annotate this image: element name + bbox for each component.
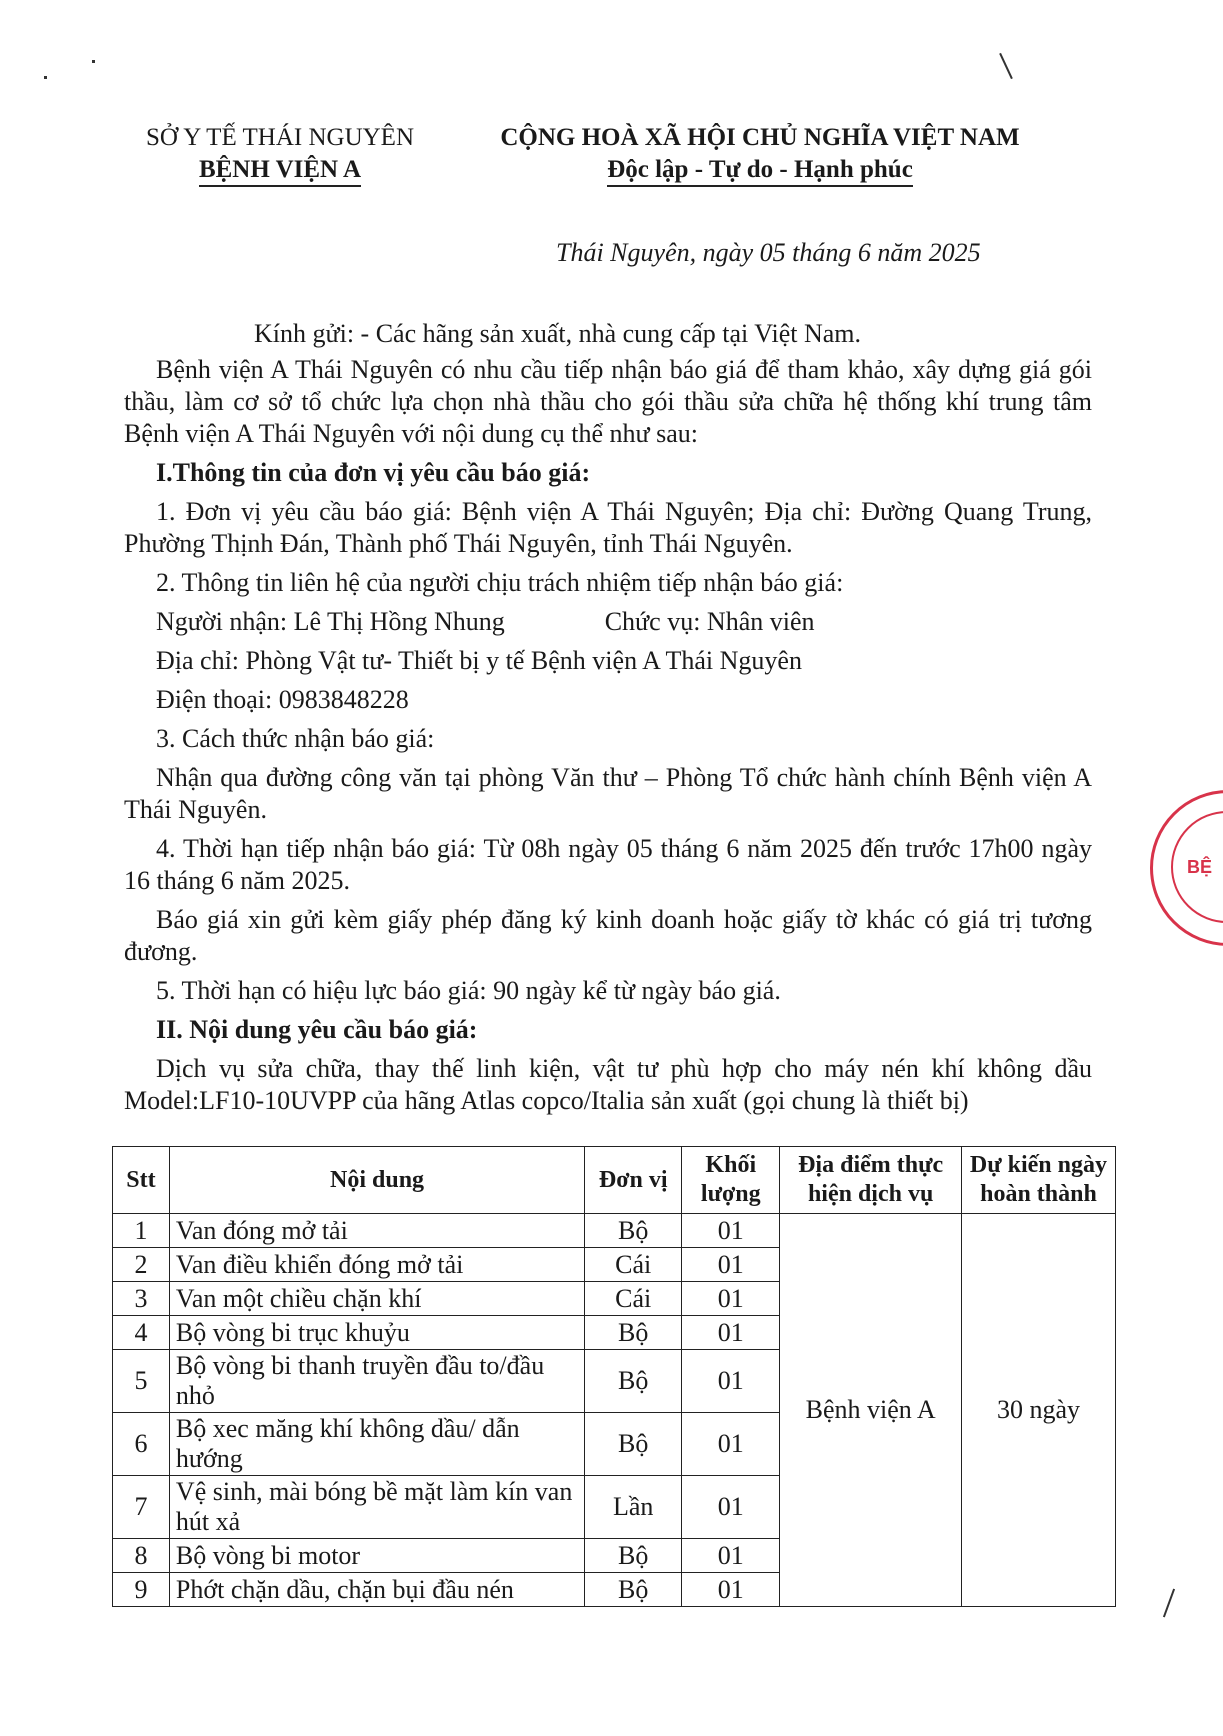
cell-quantity: 01	[682, 1573, 780, 1607]
cell-unit: Bộ	[585, 1350, 682, 1413]
cell-content: Vệ sinh, mài bóng bề mặt làm kín van hút xả	[169, 1476, 584, 1539]
date-line: Thái Nguyên, ngày 05 tháng 6 năm 2025	[556, 238, 981, 267]
cell-content: Bộ vòng bi trục khuỷu	[169, 1316, 584, 1350]
section-1-item-4: 4. Thời hạn tiếp nhận báo giá: Từ 08h ngày 05 tháng 6 năm 2025 đến trước 17h00 ngày 16 tháng 6 năm 2025.	[124, 834, 1092, 895]
section-1-item-1: 1. Đơn vị yêu cầu báo giá: Bệnh viện A Thái Nguyên; Địa chỉ: Đường Quang Trung, Phường Thịnh Đán, Thành phố Thái Nguyên, tỉnh Thái Nguyên.	[124, 497, 1092, 558]
cell-stt: 1	[113, 1214, 170, 1248]
cell-unit: Bộ	[585, 1573, 682, 1607]
cell-content: Bộ vòng bi motor	[169, 1539, 584, 1573]
receiver-address: Địa chỉ: Phòng Vật tư- Thiết bị y tế Bệnh viện A Thái Nguyên	[156, 646, 802, 675]
cell-unit: Cái	[585, 1282, 682, 1316]
section-2-title: II. Nội dung yêu cầu báo giá:	[156, 1015, 478, 1044]
initial-mark	[1163, 1589, 1175, 1618]
section-1-item-3-detail: Nhận qua đường công văn tại phòng Văn thư – Phòng Tổ chức hành chính Bệnh viện A Thái Nguyên.	[124, 763, 1092, 824]
cell-quantity: 01	[682, 1248, 780, 1282]
receiver-position: Chức vụ: Nhân viên	[604, 607, 815, 636]
intro-paragraph: Bệnh viện A Thái Nguyên có nhu cầu tiếp nhận báo giá để tham khảo, xây dựng giá gói thầu, làm cơ sở tổ chức lựa chọn nhà thầu cho gói thầu sửa chữa hệ thống khí trung tâm Bệnh viện A Thái Nguyên với nội dung cụ thể như sau:	[124, 355, 1092, 448]
cell-unit: Bộ	[585, 1413, 682, 1476]
cell-duration: 30 ngày	[961, 1214, 1115, 1607]
cell-stt: 4	[113, 1316, 170, 1350]
receiver-name: Người nhận: Lê Thị Hồng Nhung	[156, 607, 505, 636]
cell-location: Bệnh viện A	[780, 1214, 962, 1607]
issuer-org: SỞ Y TẾ THÁI NGUYÊN	[145, 124, 415, 151]
receiver-phone: Điện thoại: 0983848228	[156, 685, 409, 714]
cell-stt: 6	[113, 1413, 170, 1476]
cell-unit: Lần	[585, 1476, 682, 1539]
cell-stt: 3	[113, 1282, 170, 1316]
table-row	[113, 1214, 1116, 1248]
cell-quantity: 01	[682, 1413, 780, 1476]
cell-stt: 8	[113, 1539, 170, 1573]
cell-unit: Bộ	[585, 1214, 682, 1248]
issuer-hospital: BỆNH VIỆN A	[199, 155, 361, 187]
table-header-row	[113, 1147, 1116, 1214]
cell-quantity: 01	[682, 1214, 780, 1248]
cell-unit: Bộ	[585, 1316, 682, 1350]
header-stt: Stt	[113, 1147, 170, 1214]
cell-quantity: 01	[682, 1282, 780, 1316]
cell-quantity: 01	[682, 1476, 780, 1539]
document-body	[124, 318, 1092, 1117]
scan-mark	[999, 53, 1013, 79]
cell-content: Van điều khiển đóng mở tải	[169, 1248, 584, 1282]
cell-unit: Bộ	[585, 1539, 682, 1573]
national-header	[470, 122, 1050, 187]
cell-content: Bộ vòng bi thanh truyền đầu to/đầu nhỏ	[169, 1350, 584, 1413]
receiver-line	[124, 606, 1092, 638]
cell-stt: 2	[113, 1248, 170, 1282]
scan-dot	[44, 76, 47, 79]
section-2-description: Dịch vụ sửa chữa, thay thế linh kiện, vật tư phù hợp cho máy nén khí không dầu Model:LF10-10UVPP của hãng Atlas copco/Italia sản xuất (gọi chung là thiết bị)	[124, 1054, 1092, 1115]
header-location: Địa điểm thực hiện dịch vụ	[780, 1147, 962, 1214]
section-1-title: I.Thông tin của đơn vị yêu cầu báo giá:	[156, 458, 591, 487]
items-table	[112, 1146, 1116, 1607]
cell-content: Phớt chặn dầu, chặn bụi đầu nén	[169, 1573, 584, 1607]
greeting: Kính gửi: - Các hãng sản xuất, nhà cung cấp tại Việt Nam.	[254, 319, 862, 348]
cell-stt: 5	[113, 1350, 170, 1413]
cell-quantity: 01	[682, 1350, 780, 1413]
section-1-item-2: 2. Thông tin liên hệ của người chịu trách nhiệm tiếp nhận báo giá:	[156, 568, 844, 597]
cell-content: Bộ xec măng khí không dầu/ dẫn hướng	[169, 1413, 584, 1476]
cell-content: Van một chiều chặn khí	[169, 1282, 584, 1316]
header-unit: Đơn vị	[585, 1147, 682, 1214]
cell-quantity: 01	[682, 1539, 780, 1573]
header-content: Nội dung	[169, 1147, 584, 1214]
header-duration: Dự kiến ngày hoàn thành	[961, 1147, 1115, 1214]
red-seal-stamp	[1150, 790, 1223, 946]
cell-unit: Cái	[585, 1248, 682, 1282]
cell-stt: 7	[113, 1476, 170, 1539]
section-1-item-5: 5. Thời hạn có hiệu lực báo giá: 90 ngày kể từ ngày báo giá.	[156, 976, 781, 1005]
cell-stt: 9	[113, 1573, 170, 1607]
national-motto: Độc lập - Tự do - Hạnh phúc	[607, 155, 913, 187]
section-1-item-3: 3. Cách thức nhận báo giá:	[156, 724, 435, 753]
scan-dot	[92, 60, 95, 63]
cell-content: Van đóng mở tải	[169, 1214, 584, 1248]
header-quantity: Khối lượng	[682, 1147, 780, 1214]
issuer-header	[120, 122, 440, 187]
cell-quantity: 01	[682, 1316, 780, 1350]
red-seal-text: BỆ	[1187, 857, 1213, 877]
country-name: CỘNG HOÀ XÃ HỘI CHỦ NGHĨA VIỆT NAM	[500, 124, 1020, 151]
section-1-item-4-note: Báo giá xin gửi kèm giấy phép đăng ký kinh doanh hoặc giấy tờ khác có giá trị tương đương.	[124, 905, 1092, 966]
